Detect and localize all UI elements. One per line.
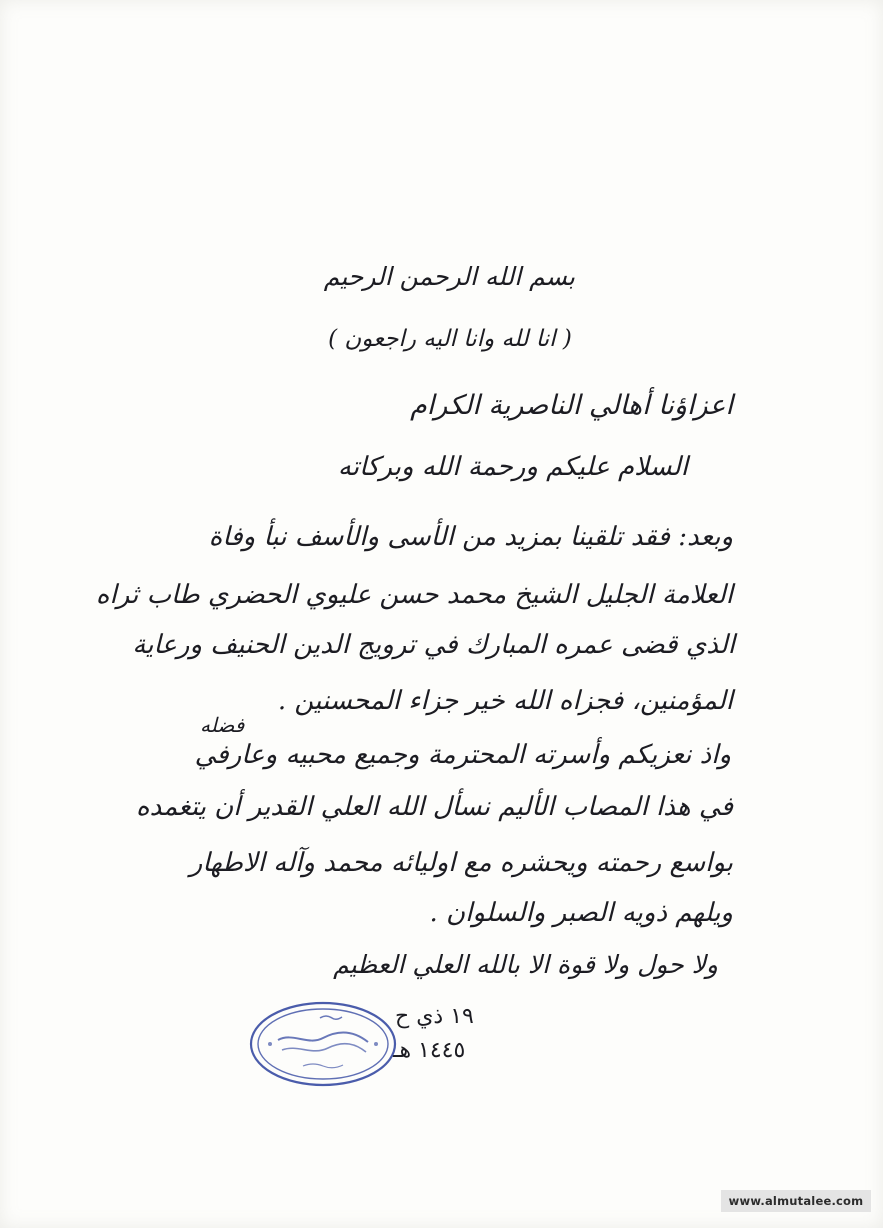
quranic-verse: ( انا لله وانا اليه راجعون ): [328, 326, 572, 352]
body-line: وبعد: فقد تلقينا بمزيد من الأسى والأسف نبأ وفاة: [208, 522, 733, 552]
closing-line: ولا حول ولا قوة الا بالله العلي العظيم: [333, 950, 718, 979]
greeting-line: السلام عليكم ورحمة الله وبركاته: [337, 452, 688, 482]
date-day-month: ١٩ ذي ح: [395, 1004, 474, 1029]
office-seal-stamp: [248, 1000, 398, 1088]
body-line: المؤمنين، فجزاه الله خير جزاء المحسنين .: [277, 686, 733, 716]
body-line: واذ نعزيكم وأسرته المحترمة وجميع محبيه وعارفي: [194, 740, 731, 770]
basmala: بسم الله الرحمن الرحيم: [323, 262, 575, 291]
body-line: في هذا المصاب الأليم نسأل الله العلي القدير أن يتغمده: [136, 792, 733, 822]
body-line: العلامة الجليل الشيخ محمد حسن عليوي الحضري طاب ثراه: [95, 580, 733, 610]
date-year: ١٤٤٥ هـ: [393, 1038, 466, 1063]
body-line: بواسع رحمته ويحشره مع اوليائه محمد وآله الاطهار: [189, 848, 733, 878]
addressee-line: اعزاؤنا أهالي الناصرية الكرام: [410, 390, 733, 421]
body-line-continuation: فضله: [200, 713, 245, 737]
body-line: الذي قضى عمره المبارك في ترويج الدين الحنيف ورعاية: [132, 630, 735, 660]
website-watermark: www.almutalee.com: [721, 1190, 871, 1212]
body-line: ويلهم ذويه الصبر والسلوان .: [429, 898, 733, 928]
